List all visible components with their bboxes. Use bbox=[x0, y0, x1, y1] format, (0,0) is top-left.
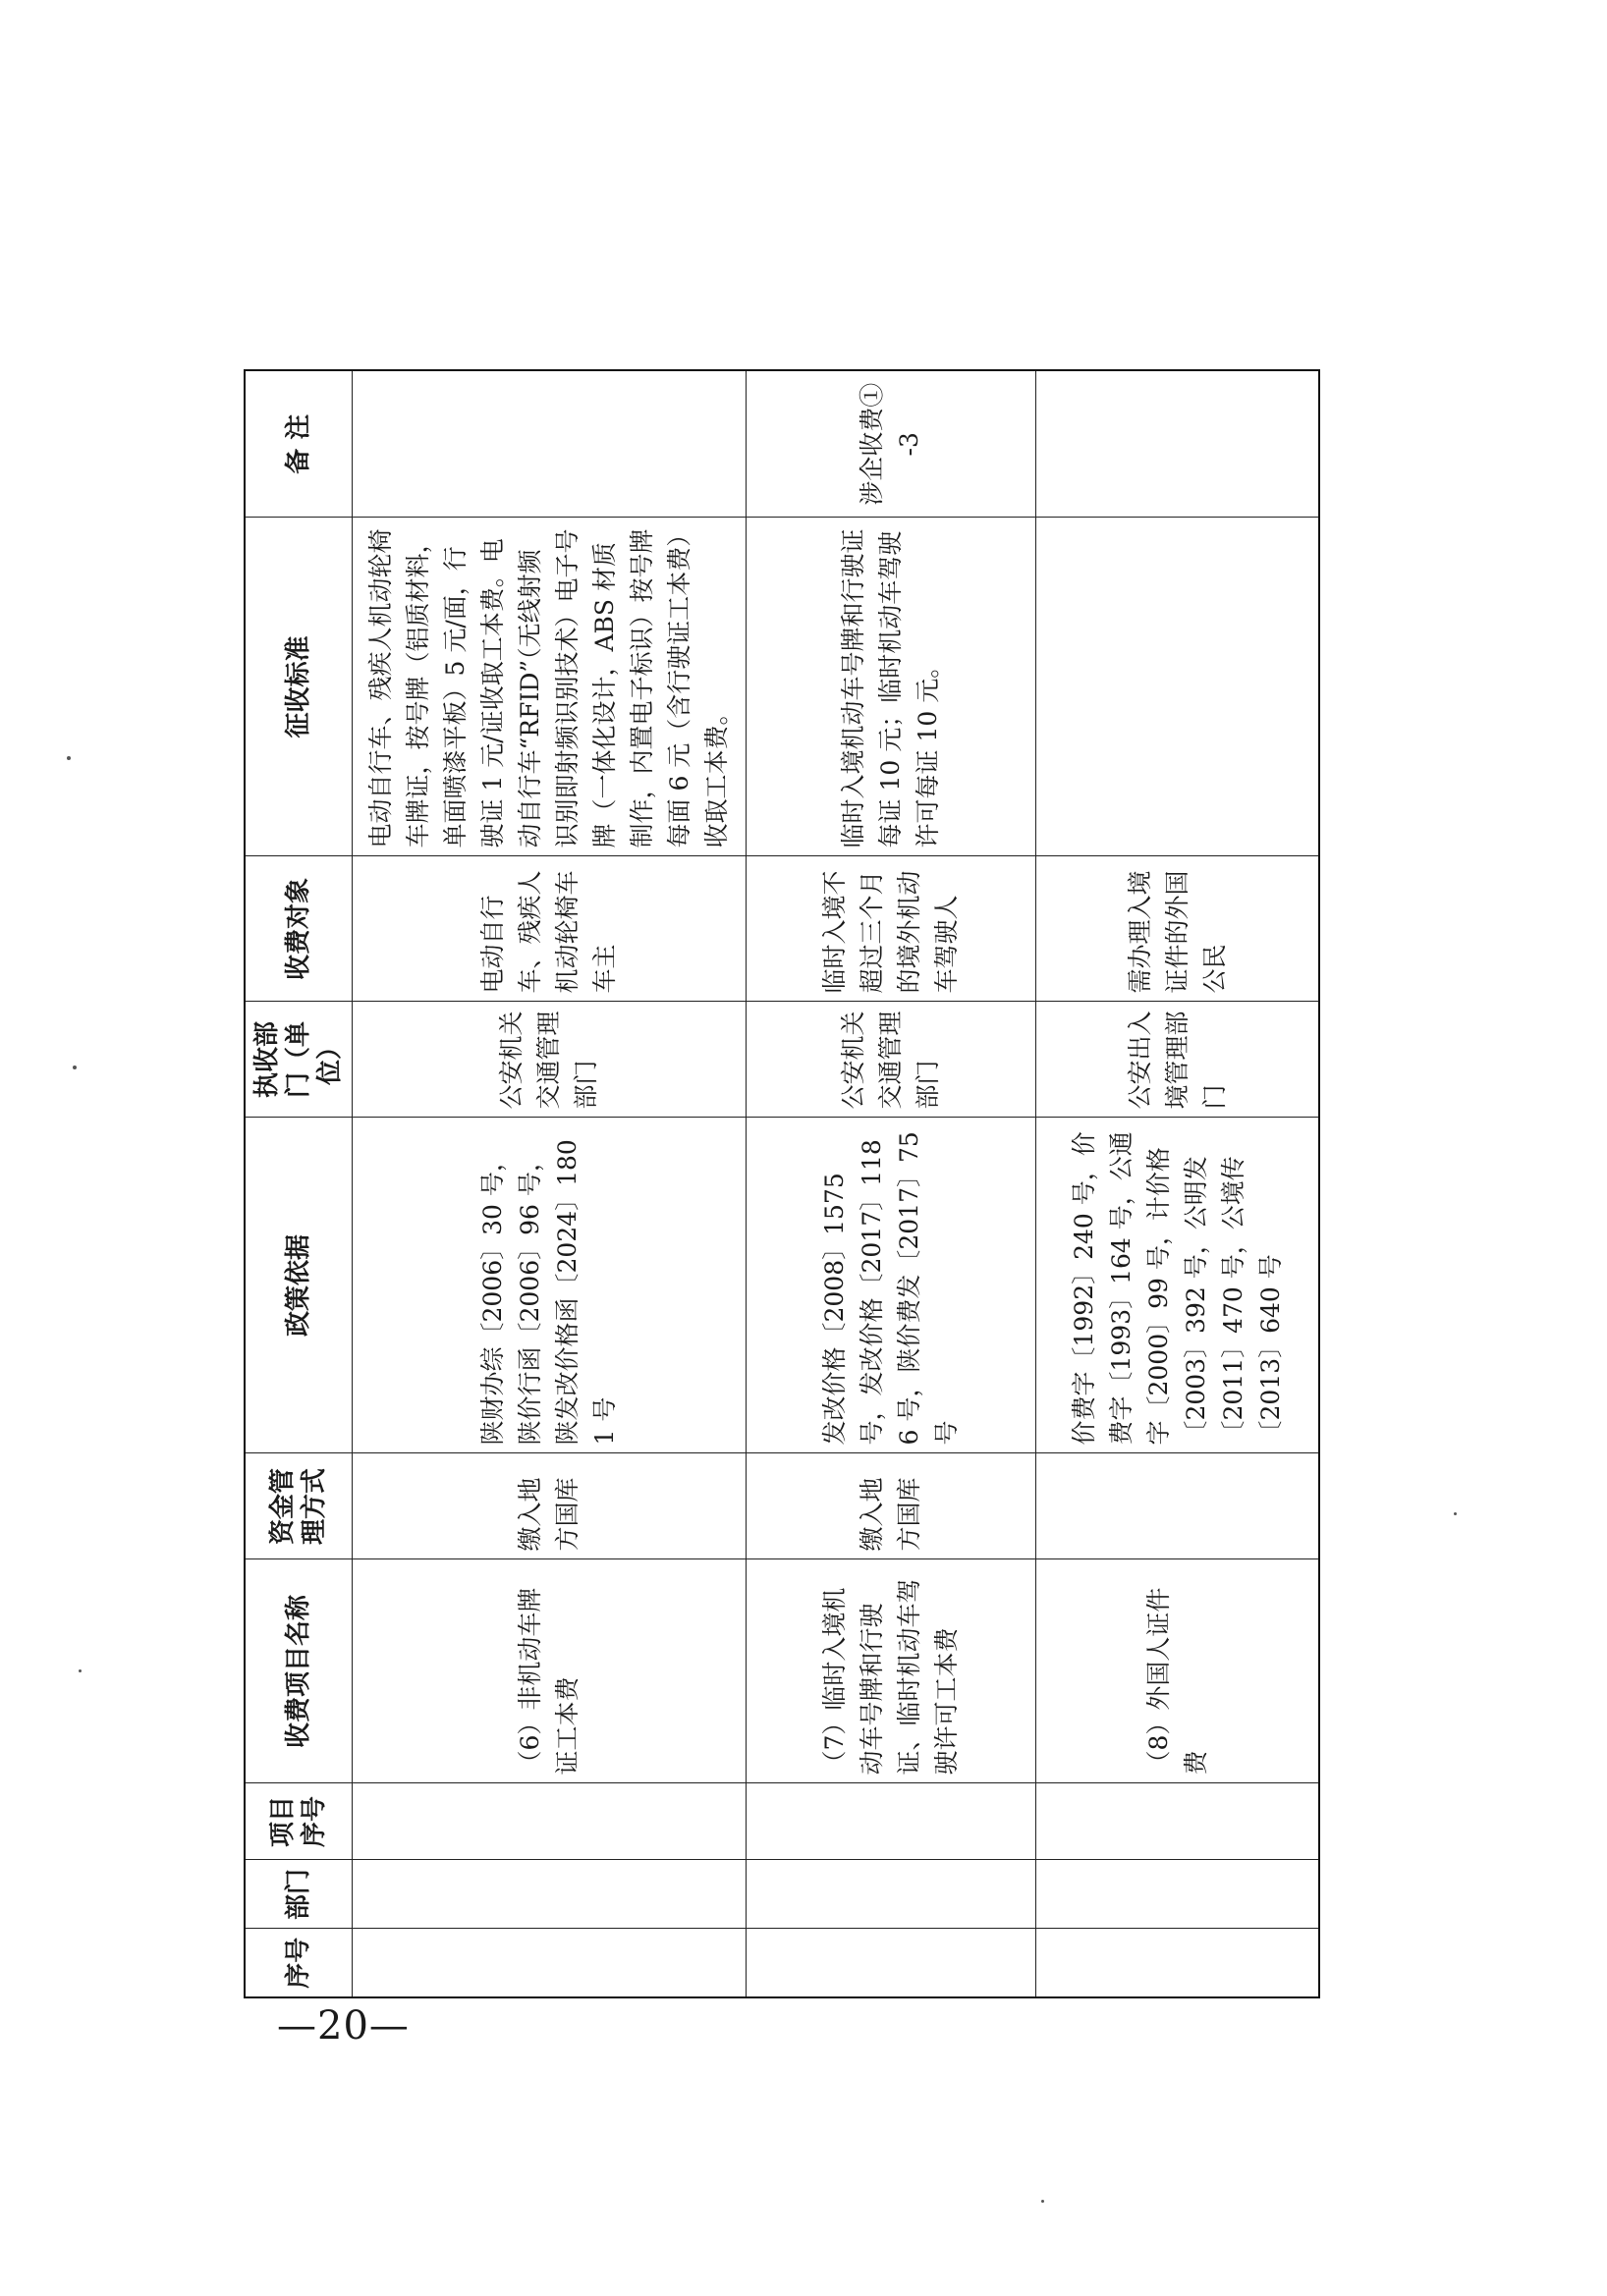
table-header-row bbox=[245, 370, 353, 1997]
header-policy: 政策依据 bbox=[245, 1118, 353, 1453]
table-row bbox=[1036, 370, 1320, 1997]
header-seq: 序号 bbox=[245, 1929, 353, 1997]
cell-target: 临时入境不超过三个月的境外机动车驾驶人 bbox=[747, 856, 1036, 1002]
cell-standard: 临时入境机动车号牌和行驶证每证 10 元；临时机动车驾驶许可每证 10 元。 bbox=[747, 518, 1036, 856]
cell-collector: 公安机关交通管理部门 bbox=[353, 1002, 747, 1118]
cell-item-name: （7）临时入境机动车号牌和行驶证、临时机动车驾驶许可工本费 bbox=[747, 1559, 1036, 1783]
cell-item-seq bbox=[747, 1783, 1036, 1860]
scan-speck bbox=[1041, 2200, 1044, 2203]
cell-item-name: （6）非机动车牌证工本费 bbox=[353, 1559, 747, 1783]
page-number: —20— bbox=[277, 2003, 410, 2049]
cell-policy: 发改价格〔2008〕1575 号，发改价格〔2017〕1186 号，陕价费发〔2017〕75 号 bbox=[747, 1118, 1036, 1453]
cell-dept bbox=[353, 1860, 747, 1929]
cell-collector: 公安出入境管理部门 bbox=[1036, 1002, 1320, 1118]
cell-target: 电动自行车、残疾人机动轮椅车车主 bbox=[353, 856, 747, 1002]
header-remark: 备 注 bbox=[245, 370, 353, 518]
scan-speck bbox=[67, 756, 71, 760]
cell-fund-mgmt: 缴入地方国库 bbox=[353, 1453, 747, 1559]
cell-item-seq bbox=[353, 1783, 747, 1860]
cell-remark bbox=[1036, 370, 1320, 518]
table-row bbox=[353, 370, 747, 1997]
cell-seq bbox=[1036, 1929, 1320, 1997]
cell-standard bbox=[1036, 518, 1320, 856]
header-target: 收费对象 bbox=[245, 856, 353, 1002]
cell-seq bbox=[747, 1929, 1036, 1997]
cell-remark bbox=[353, 370, 747, 518]
cell-collector: 公安机关交通管理部门 bbox=[747, 1002, 1036, 1118]
header-fund-mgmt: 资金管理方式 bbox=[245, 1453, 353, 1559]
cell-dept bbox=[747, 1860, 1036, 1929]
cell-target: 需办理入境证件的外国公民 bbox=[1036, 856, 1320, 1002]
header-dept: 部门 bbox=[245, 1860, 353, 1929]
cell-dept bbox=[1036, 1860, 1320, 1929]
fee-schedule-table bbox=[244, 369, 1320, 1998]
cell-fund-mgmt bbox=[1036, 1453, 1320, 1559]
header-item-seq: 项目序号 bbox=[245, 1783, 353, 1860]
scan-speck bbox=[79, 1669, 82, 1672]
scan-speck bbox=[1454, 1512, 1457, 1515]
cell-standard: 电动自行车、残疾人机动轮椅车牌证，按号牌（铝质材料，单面喷漆平板）5 元/面，行驶证 1 元/证收取工本费。电动自行车“RFID”（无线射频识别即射频识别技术）电子号牌（一体化设计，ABS 材质制作，内置电子标识）按号牌每面 6 元（含行驶证工本费）收取工本费。 bbox=[353, 518, 747, 856]
cell-fund-mgmt: 缴入地方国库 bbox=[747, 1453, 1036, 1559]
cell-remark: 涉企收费①-3 bbox=[747, 370, 1036, 518]
cell-item-name: （8）外国人证件费 bbox=[1036, 1559, 1320, 1783]
table-row bbox=[747, 370, 1036, 1997]
header-standard: 征收标准 bbox=[245, 518, 353, 856]
cell-policy: 价费字〔1992〕240 号，价费字〔1993〕164 号，公通字〔2000〕99 号，计价格〔2003〕392 号，公明发〔2011〕470 号，公境传〔2013〕640 号 bbox=[1036, 1118, 1320, 1453]
cell-seq bbox=[353, 1929, 747, 1997]
header-collector: 执收部门（单位） bbox=[245, 1002, 353, 1118]
cell-policy: 陕财办综〔2006〕30 号，陕价行函〔2006〕96 号，陕发改价格函〔2024〕1801 号 bbox=[353, 1118, 747, 1453]
scan-speck bbox=[73, 1066, 77, 1069]
cell-item-seq bbox=[1036, 1783, 1320, 1860]
header-item-name: 收费项目名称 bbox=[245, 1559, 353, 1783]
